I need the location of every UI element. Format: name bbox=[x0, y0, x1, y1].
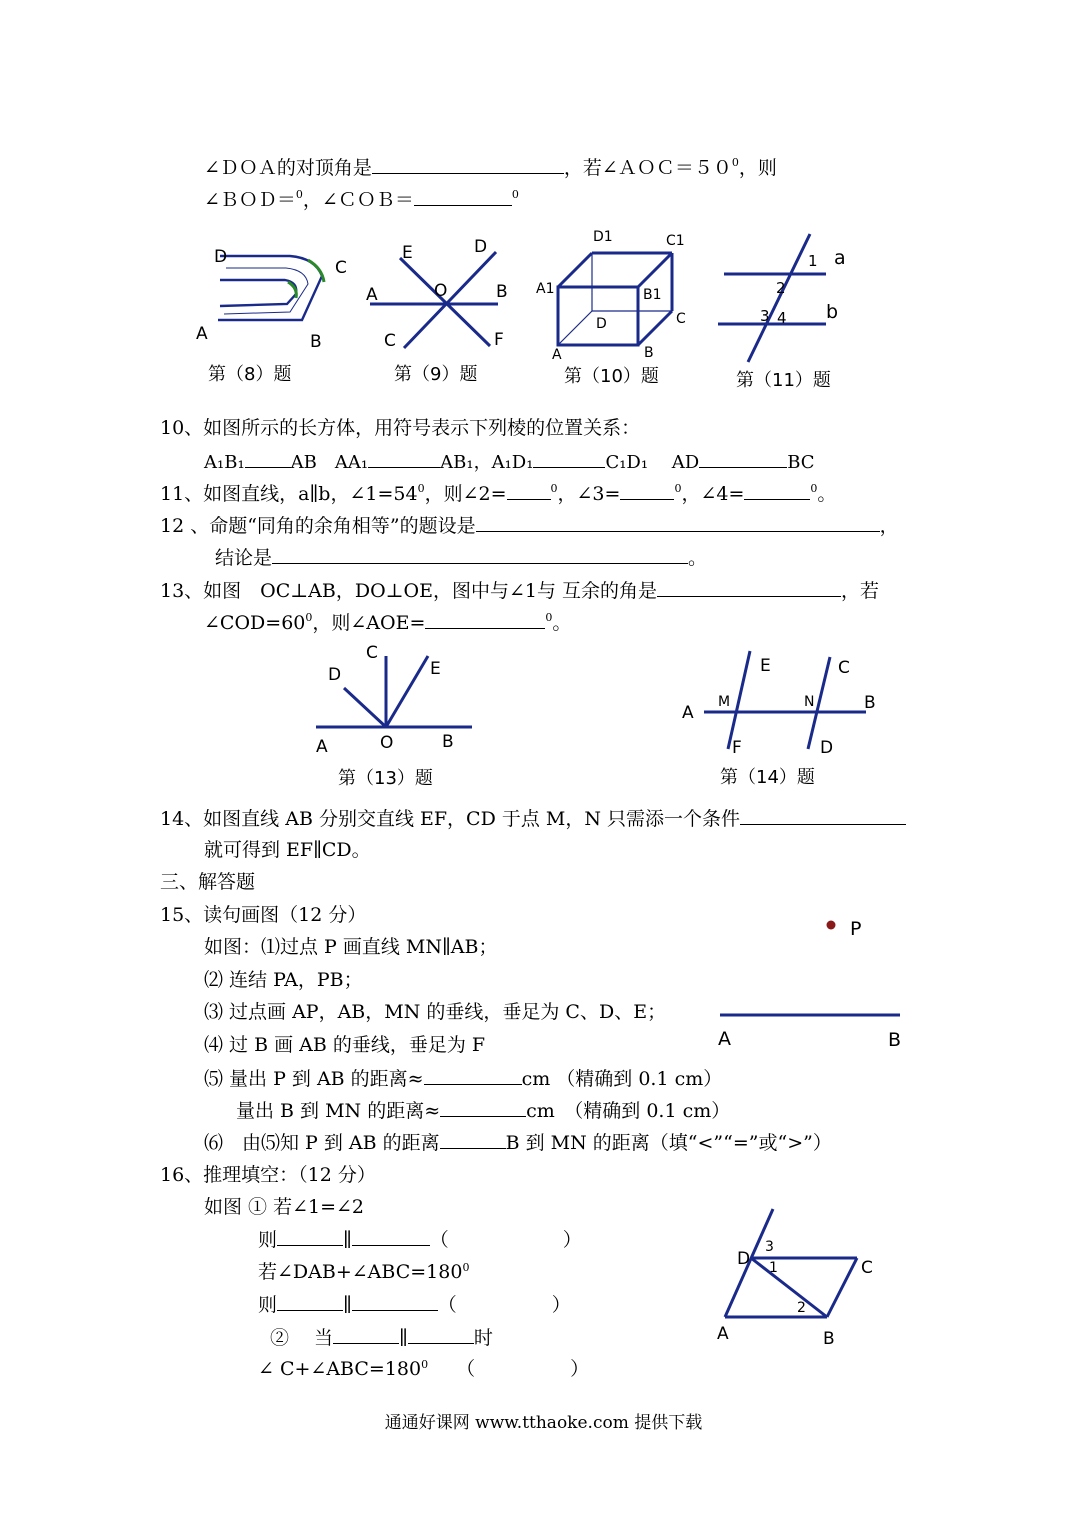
fig10-label-c: C bbox=[676, 311, 686, 327]
fig8-outer-line bbox=[218, 256, 322, 320]
fig11-label-1: 1 bbox=[808, 252, 818, 270]
q12-line2: 结论是 。 bbox=[215, 547, 708, 569]
fig16-label-2: 2 bbox=[797, 1300, 806, 1316]
fig9-label-o: O bbox=[434, 281, 448, 301]
fig10-label-d: D bbox=[596, 316, 607, 332]
fig10-label-d1: D1 bbox=[593, 229, 613, 245]
q16-r4: 则 ∥ （ ） bbox=[258, 1294, 571, 1316]
fig14-label-d: D bbox=[820, 738, 834, 758]
fig8-inner-line bbox=[220, 280, 296, 306]
q15-step4: ⑷ 过 B 画 AB 的垂线，垂足为 F bbox=[204, 1034, 486, 1056]
q15-step6: ⑹ 由⑸知 P 到 AB 的距离 B 到 MN 的距离（填“<”“=”或“>”） bbox=[204, 1132, 832, 1154]
fig13-label-e: E bbox=[430, 659, 441, 679]
fig13-label-c: C bbox=[366, 643, 378, 663]
fig10-edge bbox=[558, 253, 592, 287]
fig10-label-b1: B1 bbox=[643, 287, 662, 303]
figure-15 bbox=[710, 905, 920, 1055]
fig9-label-b: B bbox=[496, 282, 508, 302]
q16-r1: 如图 ① 若∠1=∠2 bbox=[204, 1196, 365, 1218]
fig16-label-b: B bbox=[823, 1329, 835, 1349]
fig10-edge bbox=[638, 311, 672, 345]
fig9-label-a: A bbox=[366, 285, 378, 305]
fig11-label-2: 2 bbox=[776, 279, 786, 297]
figure-14 bbox=[680, 645, 890, 795]
fig8-label-d: D bbox=[214, 247, 228, 267]
fig14-label-f: F bbox=[732, 738, 742, 758]
fig9-label-d: D bbox=[474, 237, 488, 257]
q10-line2: A₁B₁ AB AA₁ AB₁，A₁D₁ C₁D₁ AD BC bbox=[204, 449, 815, 475]
fig8-label-c: C bbox=[335, 258, 347, 278]
fig8-label-a: A bbox=[196, 324, 208, 344]
fig14-line-ef bbox=[728, 651, 750, 749]
fig11-label-3: 3 bbox=[760, 307, 770, 325]
fig9-label-f: F bbox=[494, 330, 504, 350]
q15-step3: ⑶ 过点画 AP，AB，MN 的垂线，垂足为 C、D、E； bbox=[204, 1001, 667, 1023]
fig13-caption: 第（13）题 bbox=[338, 768, 433, 789]
fig16-line-db bbox=[751, 1258, 827, 1317]
figure-9 bbox=[360, 236, 530, 386]
q14-line1: 14、如图直线 AB 分别交直线 EF，CD 于点 M，N 只需添一个条件 bbox=[160, 806, 906, 831]
fig13-ray-oe bbox=[386, 656, 428, 727]
fig11-transversal bbox=[748, 234, 810, 362]
figure-13 bbox=[300, 638, 500, 793]
fig13-label-b: B bbox=[442, 732, 454, 752]
fig9-line-cd bbox=[404, 252, 496, 348]
fig9-caption: 第（9）题 bbox=[394, 364, 478, 385]
fig16-label-3: 3 bbox=[765, 1239, 774, 1255]
q13-line1: 13、如图 OC⊥AB，DO⊥OE，图中与∠1与 互余的角是 ，若 bbox=[160, 580, 880, 602]
fig13-label-a: A bbox=[316, 737, 328, 757]
fig10-label-a: A bbox=[552, 347, 562, 363]
fig9-label-c: C bbox=[384, 331, 396, 351]
fig11-label-b: b bbox=[826, 301, 839, 323]
fig10-caption: 第（10）题 bbox=[564, 366, 659, 387]
fig16-label-1: 1 bbox=[769, 1260, 778, 1276]
fig14-label-m: M bbox=[718, 694, 731, 710]
fig13-label-o: O bbox=[380, 733, 394, 753]
q15-title: 15、读句画图（12 分） bbox=[160, 904, 367, 926]
fig15-label-a: A bbox=[718, 1028, 731, 1050]
fig11-caption: 第（11）题 bbox=[736, 370, 831, 391]
q12-line1: 12 、命题“同角的余角相等”的题设是 ， bbox=[160, 515, 899, 537]
fig16-label-a: A bbox=[717, 1324, 729, 1344]
q14-line2: 就可得到 EF∥CD。 bbox=[204, 839, 371, 861]
page-footer: 通通好课网 www.tthaoke.com 提供下载 bbox=[384, 1413, 703, 1433]
fig14-label-b: B bbox=[864, 693, 876, 713]
section-heading: 三、解答题 bbox=[160, 871, 256, 893]
q10-line1: 10、如图所示的长方体，用符号表示下列棱的位置关系： bbox=[160, 417, 641, 439]
fig16-label-c: C bbox=[861, 1258, 873, 1278]
fig15-point-p bbox=[827, 921, 836, 930]
fig10-edge bbox=[638, 253, 672, 287]
figure-16 bbox=[705, 1205, 905, 1355]
figure-11 bbox=[700, 230, 870, 395]
q16-title: 16、推理填空：（12 分） bbox=[160, 1164, 376, 1186]
blank bbox=[372, 155, 564, 174]
fig10-label-a1: A1 bbox=[536, 281, 555, 297]
q16-r2: 则 ∥ （ ） bbox=[258, 1229, 582, 1251]
figure-10 bbox=[530, 225, 700, 390]
fig14-label-n: N bbox=[804, 694, 815, 710]
q15-step1: 如图：⑴过点 P 画直线 MN∥AB； bbox=[204, 936, 498, 958]
q16-r3: 若$\angle DAB+\angle ABC=180^0$ bbox=[258, 1261, 470, 1283]
fig10-label-c1: C1 bbox=[666, 233, 685, 249]
q16-r5: ② 当 ∥ 时 bbox=[270, 1327, 493, 1349]
q9-line2: ∠ＢＯＤ＝$^0$，∠ＣＯＢ＝ $^0$ bbox=[204, 188, 519, 211]
fig10-label-b: B bbox=[644, 345, 654, 361]
q13-line2: $\angle COD=60^0$，则∠AOE= $^0$。 bbox=[204, 611, 572, 634]
fig16-label-d: D bbox=[737, 1249, 751, 1269]
fig16-line-cb bbox=[827, 1258, 857, 1317]
q16-r6: ∠ $C+\angle ABC=180^0$ （ ） bbox=[258, 1358, 590, 1380]
q15-step5: ⑸ 量出 P 到 AB 的距离≈ cm （精确到 0.1 cm） bbox=[204, 1068, 723, 1090]
fig8-caption: 第（8）题 bbox=[208, 364, 292, 385]
fig9-label-e: E bbox=[402, 243, 413, 263]
fig14-label-e: E bbox=[760, 656, 771, 676]
fig14-label-a: A bbox=[682, 703, 694, 723]
fig14-label-c: C bbox=[838, 658, 850, 678]
fig10-hidden-edge bbox=[558, 311, 592, 345]
fig13-ray-od bbox=[344, 688, 386, 727]
blank bbox=[414, 187, 512, 206]
q9-line1: ∠ＤＯＡ的对顶角是 ，若$\angle AOC=50^0$，则 bbox=[204, 156, 777, 179]
fig11-label-a: a bbox=[834, 247, 846, 269]
fig11-label-4: 4 bbox=[777, 309, 787, 327]
q15-step5b: 量出 B 到 MN 的距离≈ cm （精确到 0.1 cm） bbox=[236, 1100, 731, 1122]
fig8-label-b: B bbox=[310, 332, 322, 352]
q11-line: 11、如图直线，a∥b，$\angle 1=54^0$，则∠2= $^0$，∠3= $^0$，∠4= $^0$。 bbox=[160, 482, 837, 505]
fig15-label-b: B bbox=[888, 1029, 902, 1051]
fig14-caption: 第（14）题 bbox=[720, 767, 815, 788]
fig15-label-p: P bbox=[850, 918, 862, 940]
fig13-label-d: D bbox=[328, 665, 342, 685]
figure-8 bbox=[190, 238, 370, 388]
q15-step2: ⑵ 连结 PA，PB； bbox=[204, 969, 363, 991]
